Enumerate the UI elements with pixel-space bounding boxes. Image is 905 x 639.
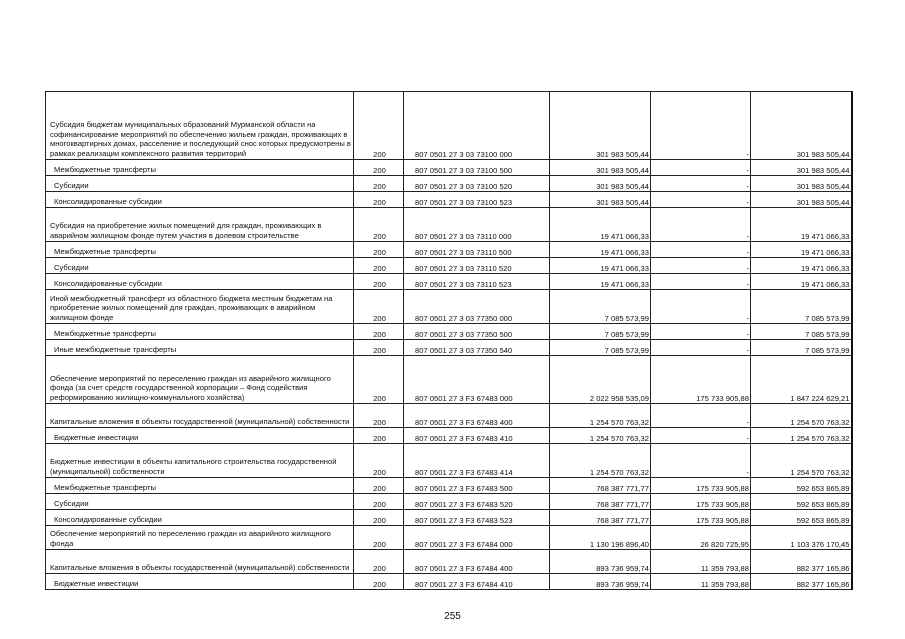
row-name: Межбюджетные трансферты: [46, 160, 354, 176]
row-federal-amount: 175 733 905,88: [651, 478, 751, 494]
row-federal-amount: -: [651, 160, 751, 176]
table-row: [46, 92, 852, 160]
row-regional-amount: 592 653 865,89: [751, 510, 852, 526]
row-regional-amount: 19 471 066,33: [751, 274, 852, 290]
row-classification-code: 807 0501 27 3 03 73100 520: [404, 176, 550, 192]
row-name: Консолидированные субсидии: [46, 274, 354, 290]
row-total-amount: 768 387 771,77: [550, 494, 651, 510]
row-code: 200: [354, 242, 404, 258]
row-classification-code: 807 0501 27 3 03 77350 000: [404, 290, 550, 324]
row-code: 200: [354, 192, 404, 208]
row-classification-code: 807 0501 27 3 03 73110 000: [404, 208, 550, 242]
row-regional-amount: 1 254 570 763,32: [751, 444, 852, 478]
row-federal-amount: -: [651, 258, 751, 274]
row-total-amount: 301 983 505,44: [550, 176, 651, 192]
table-row: [46, 428, 852, 444]
row-total-amount: 19 471 066,33: [550, 258, 651, 274]
row-name: Капитальные вложения в объекты государственной (муниципальной) собственности: [46, 404, 354, 428]
row-federal-amount: 11 359 793,88: [651, 550, 751, 574]
row-name: Обеспечение мероприятий по переселению граждан из аварийного жилищного фонда: [46, 526, 354, 550]
table-row: [46, 494, 852, 510]
table-row: [46, 478, 852, 494]
row-code: 200: [354, 574, 404, 590]
row-code: 200: [354, 550, 404, 574]
row-regional-amount: 19 471 066,33: [751, 242, 852, 258]
row-total-amount: 301 983 505,44: [550, 160, 651, 176]
row-federal-amount: 175 733 905,88: [651, 356, 751, 404]
page-number: 255: [444, 611, 461, 622]
row-classification-code: 807 0501 27 3 03 73110 500: [404, 242, 550, 258]
row-name: Консолидированные субсидии: [46, 510, 354, 526]
row-total-amount: 768 387 771,77: [550, 478, 651, 494]
row-federal-amount: -: [651, 176, 751, 192]
row-classification-code: 807 0501 27 3 03 73100 523: [404, 192, 550, 208]
row-code: 200: [354, 324, 404, 340]
row-name: Межбюджетные трансферты: [46, 324, 354, 340]
table-row: [46, 356, 852, 404]
row-regional-amount: 301 983 505,44: [751, 192, 852, 208]
row-name: Субсидии: [46, 176, 354, 192]
row-code: 200: [354, 356, 404, 404]
row-name: Бюджетные инвестиции в объекты капитального строительства государственной (муниципальной) собственности: [46, 444, 354, 478]
row-classification-code: 807 0501 27 3 F3 67483 520: [404, 494, 550, 510]
row-total-amount: 893 736 959,74: [550, 574, 651, 590]
row-federal-amount: -: [651, 242, 751, 258]
row-regional-amount: 1 254 570 763,32: [751, 428, 852, 444]
row-name: Бюджетные инвестиции: [46, 574, 354, 590]
row-code: 200: [354, 176, 404, 192]
budget-table: [45, 91, 853, 590]
row-regional-amount: 592 653 865,89: [751, 478, 852, 494]
row-code: 200: [354, 404, 404, 428]
row-code: 200: [354, 290, 404, 324]
table-row: [46, 160, 852, 176]
row-classification-code: 807 0501 27 3 F3 67483 410: [404, 428, 550, 444]
row-total-amount: 19 471 066,33: [550, 208, 651, 242]
row-code: 200: [354, 444, 404, 478]
row-federal-amount: -: [651, 92, 751, 160]
row-regional-amount: 1 847 224 629,21: [751, 356, 852, 404]
row-name: Иной межбюджетный трансферт из областного бюджета местным бюджетам на приобретение жилых помещений для граждан, проживающих в аварийном жилищном фонде: [46, 290, 354, 324]
row-federal-amount: -: [651, 192, 751, 208]
row-total-amount: 301 983 505,44: [550, 92, 651, 160]
row-regional-amount: 7 085 573,99: [751, 324, 852, 340]
row-total-amount: 7 085 573,99: [550, 290, 651, 324]
row-total-amount: 1 254 570 763,32: [550, 428, 651, 444]
row-regional-amount: 592 653 865,89: [751, 494, 852, 510]
table-row: [46, 208, 852, 242]
row-classification-code: 807 0501 27 3 03 73110 523: [404, 274, 550, 290]
row-code: 200: [354, 526, 404, 550]
budget-table-body: [46, 92, 852, 590]
row-regional-amount: 1 103 376 170,45: [751, 526, 852, 550]
row-regional-amount: 301 983 505,44: [751, 92, 852, 160]
row-federal-amount: -: [651, 324, 751, 340]
row-total-amount: 1 254 570 763,32: [550, 444, 651, 478]
row-regional-amount: 19 471 066,33: [751, 258, 852, 274]
row-total-amount: 7 085 573,99: [550, 340, 651, 356]
row-name: Межбюджетные трансферты: [46, 242, 354, 258]
row-federal-amount: 175 733 905,88: [651, 510, 751, 526]
row-name: Субсидии: [46, 258, 354, 274]
row-regional-amount: 1 254 570 763,32: [751, 404, 852, 428]
row-regional-amount: 301 983 505,44: [751, 160, 852, 176]
table-row: [46, 176, 852, 192]
row-federal-amount: -: [651, 444, 751, 478]
row-total-amount: 19 471 066,33: [550, 242, 651, 258]
row-classification-code: 807 0501 27 3 F3 67483 414: [404, 444, 550, 478]
table-row: [46, 550, 852, 574]
row-code: 200: [354, 510, 404, 526]
row-name: Субсидия на приобретение жилых помещений для граждан, проживающих в аварийном жилищном фонде путем участия в долевом строительстве: [46, 208, 354, 242]
row-federal-amount: 175 733 905,88: [651, 494, 751, 510]
row-federal-amount: 11 359 793,88: [651, 574, 751, 590]
row-classification-code: 807 0501 27 3 F3 67483 500: [404, 478, 550, 494]
row-classification-code: 807 0501 27 3 F3 67483 523: [404, 510, 550, 526]
row-total-amount: 1 130 196 896,40: [550, 526, 651, 550]
row-regional-amount: 882 377 165,86: [751, 550, 852, 574]
row-name: Бюджетные инвестиции: [46, 428, 354, 444]
table-row: [46, 526, 852, 550]
table-row: [46, 258, 852, 274]
row-regional-amount: 19 471 066,33: [751, 208, 852, 242]
row-code: 200: [354, 92, 404, 160]
row-classification-code: 807 0501 27 3 03 73100 500: [404, 160, 550, 176]
row-classification-code: 807 0501 27 3 03 73100 000: [404, 92, 550, 160]
row-total-amount: 768 387 771,77: [550, 510, 651, 526]
row-code: 200: [354, 428, 404, 444]
table-row: [46, 510, 852, 526]
row-code: 200: [354, 340, 404, 356]
table-row: [46, 444, 852, 478]
row-federal-amount: -: [651, 274, 751, 290]
row-classification-code: 807 0501 27 3 F3 67484 400: [404, 550, 550, 574]
row-code: 200: [354, 258, 404, 274]
row-total-amount: 7 085 573,99: [550, 324, 651, 340]
row-total-amount: 2 022 958 535,09: [550, 356, 651, 404]
row-code: 200: [354, 478, 404, 494]
row-code: 200: [354, 494, 404, 510]
row-federal-amount: -: [651, 208, 751, 242]
row-federal-amount: -: [651, 290, 751, 324]
row-name: Субсидия бюджетам муниципальных образований Мурманской области на софинансирование мероприятий по обеспечению жильем граждан, проживающих в многоквартирных домах, расселение и последующий снос которых предусмотрены в рамках реализации комплексного развития территорий: [46, 92, 354, 160]
row-regional-amount: 7 085 573,99: [751, 290, 852, 324]
row-code: 200: [354, 208, 404, 242]
table-row: [46, 340, 852, 356]
row-total-amount: 893 736 959,74: [550, 550, 651, 574]
row-federal-amount: 26 820 725,95: [651, 526, 751, 550]
table-row: [46, 242, 852, 258]
row-name: Обеспечение мероприятий по переселению граждан из аварийного жилищного фонда (за счет средств государственной корпорации – Фонд содействия реформированию жилищно-коммунального хозяйства): [46, 356, 354, 404]
row-total-amount: 19 471 066,33: [550, 274, 651, 290]
row-code: 200: [354, 160, 404, 176]
row-name: Иные межбюджетные трансферты: [46, 340, 354, 356]
row-classification-code: 807 0501 27 3 03 77350 540: [404, 340, 550, 356]
row-classification-code: 807 0501 27 3 F3 67483 400: [404, 404, 550, 428]
table-row: [46, 192, 852, 208]
table-row: [46, 324, 852, 340]
row-total-amount: 1 254 570 763,32: [550, 404, 651, 428]
row-classification-code: 807 0501 27 3 F3 67484 000: [404, 526, 550, 550]
row-name: Консолидированные субсидии: [46, 192, 354, 208]
row-code: 200: [354, 274, 404, 290]
row-regional-amount: 882 377 165,86: [751, 574, 852, 590]
row-name: Капитальные вложения в объекты государственной (муниципальной) собственности: [46, 550, 354, 574]
row-federal-amount: -: [651, 404, 751, 428]
row-classification-code: 807 0501 27 3 03 77350 500: [404, 324, 550, 340]
row-classification-code: 807 0501 27 3 F3 67483 000: [404, 356, 550, 404]
row-classification-code: 807 0501 27 3 03 73110 520: [404, 258, 550, 274]
table-row: [46, 404, 852, 428]
row-classification-code: 807 0501 27 3 F3 67484 410: [404, 574, 550, 590]
row-total-amount: 301 983 505,44: [550, 192, 651, 208]
row-name: Межбюджетные трансферты: [46, 478, 354, 494]
row-regional-amount: 301 983 505,44: [751, 176, 852, 192]
table-row: [46, 574, 852, 590]
table-row: [46, 274, 852, 290]
row-name: Субсидии: [46, 494, 354, 510]
row-regional-amount: 7 085 573,99: [751, 340, 852, 356]
table-row: [46, 290, 852, 324]
row-federal-amount: -: [651, 340, 751, 356]
row-federal-amount: -: [651, 428, 751, 444]
